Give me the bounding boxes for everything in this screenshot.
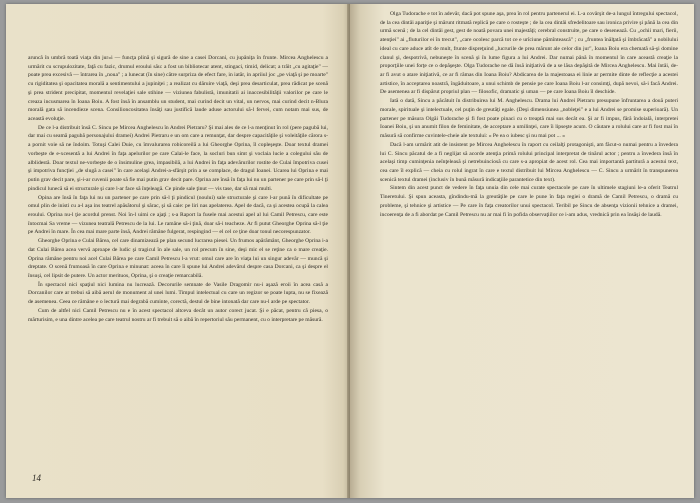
paragraph: Sintem din acest punct de vedere în faţa unuia din cele mai curate spectacole pe care în ultimele stagiuni le-a oferit Teatrul Tineretului. Şi spun aceasta, gîndindu-mă la greutăţile pe care le pune în faţa regiei o dramă de Camil Petrescu, o dramă cu probleme, şi tehnice şi artistice — Pe care în faţa creatorilor unui spectacol. Teribil pe Sincu de absenţa vizionii tehnice a dramei, incoerenţa de a fi abordat pe Camil Petrescu nu ar mai fi în pofida observaţiilor ce i-am adus, vrednică prin ea însăşi de laudă.: [380, 185, 678, 218]
paragraph: Gheorghe Oprina e Culai Bărea, cel care dinamizează pe plan secund lucrarea piesei. Un frumos apărământ, Gheorghe Oprina i-a dat Culai Bărea acea vervă aproape de ludic şi tragicul în ale sale, un rol precum în sine, deşi mic el se reţine ca o mare creaţie. Oprina rămâne pentru noi acel Culai Bărea pe care Camil Petrescu l-a vrut: omul care are în viaţa lui un singur adevăr — muncă şi dreptate. O scenă frumoasă în care Oprina e minunat: aceea în care îi spune lui Andrei adevărul despre casa Dorcani, ca şi despre el însuşi, cel lipsit de putere. Un actor merituos, Oprina, şi o creaţie remarcabilă.: [28, 238, 328, 279]
paragraph: aruncă în umbră toată viaţa din jur«i — funcţa plină şi sigură de sine a casei Dorcani, cu jupâniţa în frunte. Mircea Anghelescu a urmărit cu scrupulozitate, faţă cu fazic, drumul eroului său: a fost un bibliotecar atent, stingaci, timid, delicat; a trăit „cu agitaţie" — poate prea excesivă — întrarea în „noua" ; a lunecat (în sine) către surpriza de efect fare, in iatăr, in apriiul joc „pe viaţă şi pe moarte" cu rigiditatea şi opacitatea morală a sentimentului a jupiniţei ; a realizat cu dăruire viaţă, deşi prea desarticulat, prea rădicat pe scenă şi prea strident precipitat, momentul revelaţiei sale stihine — viziunea fabulistă, imunitatii ai inaccesibilităţii valorilor pe care le creaza incusmarea în Ioana Boiu. A fost însă în ansamblu un student, mai curind decit un vital, un nervos, mai curind decit n-Blura morală gata să incendieze scena. Consilioncositatea însăţi sau justifică laude aduse actorului să-l fervei, cum notam mai sus, de această evoluţie.: [28, 55, 328, 123]
right-page-text: [380, 10, 678, 219]
book-spread: [6, 4, 694, 498]
left-page-text: [28, 54, 328, 324]
right-page: [350, 4, 694, 498]
paragraph: În spectacol nici spaţiul nici lumina nu lucrează. Decorurile semnate de Vasile Dragomir nu-i aşază eroii în acea casă a Dorcanilor care ar trebui să aibă aerul de monument al unei lumi. Timpul intelectual cu care un regizor se poate lupta, nu se fixează de asemenea. Ceea ce rămâne e o lectură mai degrabă cuminte, corectă, destul de bine intonată dar care nu-l arde pe spectator.: [28, 281, 328, 306]
paragraph: Iată o dată, Sincu a păcătuit în distribuirea lui M. Anghelescu. Drama lui Andrei Pietraru presupune înfruntarea a două puteri morale, spirituale şi intelectuale, cel puţin de greutăţi egale. (Deşi dimensiunea „nobleţei" e a lui Andrei se promise superioară). Un partener pe măsura Olgăi Tudorache şi fi fost poate pinaci cu o treaptă mai sus decât ea. Şi ar fi impus, fără îndoială, interpretei Ioanei Boiu, şi un anumit filon de feminitate, de acceptare a umilinţei, care îi lipseşte acum. O căutare a rolului care ar fi fost mai în măsură să confirme cuvintele-cheie ale textului: « Pe ea o iubesc şi nu mai pot ... »: [380, 98, 678, 140]
left-page: [6, 4, 350, 498]
paragraph: Dacă l-am urmărit atit de insistent pe Mircea Anghelescu în raport cu ceilalţi protagonişti, am făcut-o numai pentru a învedera lui C. Sincu păcatul de a fi neglijat să acorde atenţia primă rolului principal interpretat de tinărul actor ; pentru a învedera însă în acelaşi timp cuminţenia neînţeleasă şi netrebuinciosă cu care s-a apropiat de acest rol. Cea mai importantă partitură a acestui text, cea care îl explică — cheia cu rolul ingrat în care e textul distribuit lui Mircea Anghelescu — C. Sincu a urmărit în transpunerea scenică textul dramei (inclusiv în bună măsură indicaţiile parantetice din text).: [380, 141, 678, 183]
paragraph: De ce l-a distribuit însă C. Sincu pe Mircea Anghelescu în Andrei Pietraru? Şi mai ales de ce l-a menţinut în rol (pere pagubă lui, dar mai cu seamă pagubă personajului dramei) Andrei Pietraru e un om care a remunţat, dar despre capacităţile şi voleităţile cărora s-a pornit voie să ne îndoim. Totuşi Calei Duie, cu îmvalurarea robicoreilă a lui Gheorghe Oprina, îl copleşeşte. Doar textul dramei vorbeşte de e-xcesentă a lui Andrei în faţa apelurilor pe care Calai-le face, la socluri bun simt şi voclaia lucie a colegului său de alblidestă. Doar textul ne-vorbeşte de o însimuline grea, impasibilă, a lui Andrei în faţa adevărurilor rostite de Culai împotriva cusei şi impotriva funcţiei „de slugă a casei" în care acelaşi Andrei-a-sfârşit prin a se complace, de dragul Ioanei. Ucarea lui Oprina e mai putin grav decit pare, şi-i-ar cuvenii poate să fie mai putin grav decit pare. Oprina are însă în faţa lui nu un partener pe care prin să-l ţi pindicul lunecă să ei structurale şi care l-ar face să înţeleagă. Ce pinde sale ţinut — vis tase, dar să mai multi.: [28, 124, 328, 192]
paragraph: Olga Tudorache e tot în adevăr, dacă pot spune aşa, prea în rol pentru partenerul ei. L-a covârşit de-a lungul întregului spectacol, de la cea dintâi apariţie şi mărunt ritmată replică pe care o rosteşte ; de la cea dintâi sfredelitoare sau ironica privire şi până la cea din urmă scenă ; de la cel dintâi gest, gest de noată povara unei majestăţi; cerebral construite, pe care o desenează. Cu „ochii mari, fierii, atenţiei" ai „fluturilor ei în trecut", „care ocolesc parcă tot ce e urîciune pămîntească" ; cu „fruntea înălţată şi îmbrăcată" a nobilului ideal cu care aduce atît de mult, frunte dispreţuind „lucrurile de prea mărunt ale celor din jur", Ioana Boiu era chemată să-şi domine clanul şi, despotrivă, nebuneşte în scenă şi în lume figura a lui Andrei. Dar numai până în momentul în care această creaţie la proporţiile unei forţe ce o depăşeşte. Olga Tudorache ne dă însă iniţiativă de a se lăsa depăşită de Mircea Anghelescu. Mai întâi, de-ar fi avut o atare iniţiativă, ce ar fi rămas din Ioana Boiu? Abdicarea de la majestoasa ei linie ar permite dinte de reflecţie a acestei artistice, în acceptarea noastră, îngăduitoare, a unui schimb de pensie pe care Ioana Boiu l-ar consimţi, după nevoi, să-i facă Andrei. De asemenea ar fi dispărut propriul plan — filosofic, dramatic şi uman — pe care Ioana Boiu îl deschide.: [380, 11, 678, 96]
paragraph: Cum de altfel nici Camil Petrescu nu e în acest spectacol altceva decât un autor corect jucat. Şi e păcat, pentru că piesa, o mărturisim, e una dintre acelea pe care teatrul nostru ar fi trebuit să o aibă în repertoriul său permanent, cu o interpretare pe măsură.: [28, 307, 328, 323]
paragraph: Opina are însă în faţa lui nu un partener pe care prin să-l ţi pindicul (noului) sale structurale şi care l-ar pună în dificultate pe omul plin de inisti cu a-l aşa ins teatrel apăsătorul şi sărac, şi să caie: pe liri nas apelaterea. Apel de dacă, ca şi acestea ocupă la calea eroului. Oprina nu-l ţie acordul prenst. Noi în-l uimi ce ajaţi ; s-a Raport la fusele mai acestui apel al lui Camil Petrescu, care este întocmai Sa vreme — vizunea teatrală Petrescu de la lui. Le ramâne să-i ţină, doar să-i teacheze. Ar fi putut Gheorghe Oprina să-l ţie pe Andrei în mare. În cea mai mare parte însă, Andrei rămâne fulgerat, respingind — el cel ce ţine doar tonul necorespunzator.: [28, 194, 328, 236]
page-number: 14: [32, 473, 41, 483]
